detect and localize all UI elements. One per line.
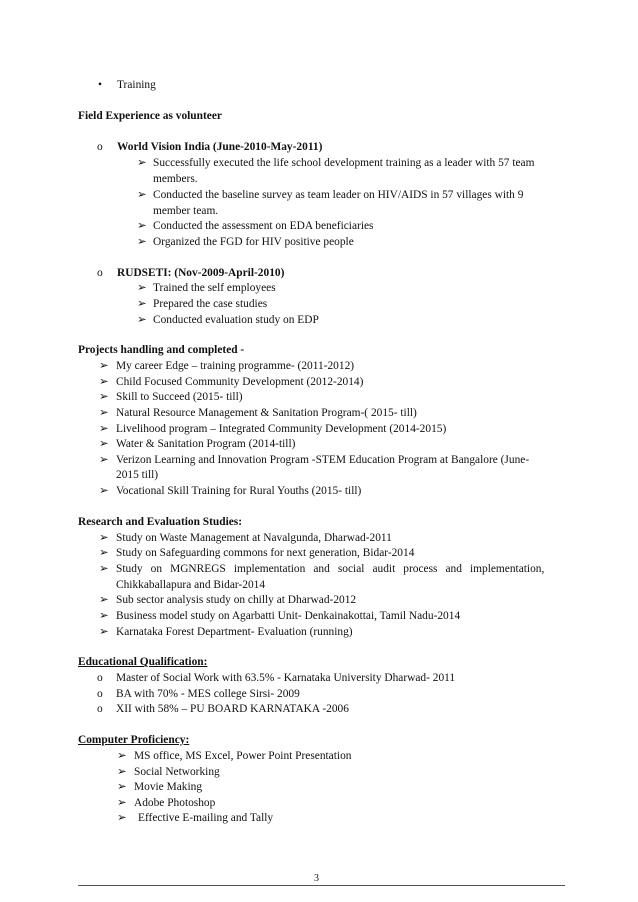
list-item-continuation: Chikkaballapura and Bidar-2014 — [116, 579, 266, 591]
arrow-bullet-icon: ➢ — [99, 360, 109, 372]
list-item: Prepared the case studies — [153, 298, 268, 310]
list-item: Adobe Photoshop — [134, 797, 216, 809]
list-item: Sub sector analysis study on chilly at Dharwad-2012 — [116, 594, 357, 606]
arrow-bullet-icon: ➢ — [137, 157, 147, 169]
arrow-bullet-icon: ➢ — [99, 563, 109, 575]
list-item: Trained the self employees — [153, 282, 276, 294]
list-item: Conducted the assessment on EDA beneficiaries — [153, 220, 374, 232]
list-item: Conducted evaluation study on EDP — [153, 314, 319, 326]
list-item: Water & Sanitation Program (2014-till) — [116, 438, 296, 450]
bullet-dot-icon: • — [98, 79, 102, 91]
list-item: Livelihood program – Integrated Community Development (2014-2015) — [116, 423, 447, 435]
list-item: BA with 70% - MES college Sirsi- 2009 — [116, 688, 300, 700]
arrow-bullet-icon: ➢ — [99, 376, 109, 388]
circle-bullet-icon: o — [97, 267, 103, 279]
arrow-bullet-icon: ➢ — [99, 626, 109, 638]
arrow-bullet-icon: ➢ — [137, 298, 147, 310]
list-item: Study on Waste Management at Navalgunda, Dharwad-2011 — [116, 532, 392, 544]
arrow-bullet-icon: ➢ — [99, 454, 109, 466]
arrow-bullet-icon: ➢ — [99, 391, 109, 403]
arrow-bullet-icon: ➢ — [117, 750, 127, 762]
list-item: MS office, MS Excel, Power Point Presentation — [134, 750, 352, 762]
arrow-bullet-icon: ➢ — [99, 547, 109, 559]
list-item: Skill to Succeed (2015- till) — [116, 391, 243, 403]
arrow-bullet-icon: ➢ — [99, 438, 109, 450]
list-item-continuation: 2015 till) — [116, 469, 159, 481]
arrow-bullet-icon: ➢ — [117, 812, 127, 824]
arrow-bullet-icon: ➢ — [99, 594, 109, 606]
arrow-bullet-icon: ➢ — [137, 282, 147, 294]
list-item: Vocational Skill Training for Rural Youths (2015- till) — [116, 485, 362, 497]
list-item-continuation: member team. — [153, 205, 219, 217]
circle-bullet-icon: o — [97, 703, 103, 715]
arrow-bullet-icon: ➢ — [99, 407, 109, 419]
arrow-bullet-icon: ➢ — [117, 766, 127, 778]
arrow-bullet-icon: ➢ — [99, 423, 109, 435]
list-item: Child Focused Community Development (2012-2014) — [116, 376, 364, 388]
section-heading-projects: Projects handling and completed - — [78, 344, 245, 356]
section-heading-research: Research and Evaluation Studies: — [78, 516, 243, 528]
arrow-bullet-icon: ➢ — [117, 781, 127, 793]
list-item-continuation: members. — [153, 173, 198, 185]
list-item: Study on Safeguarding commons for next generation, Bidar-2014 — [116, 547, 415, 559]
list-item: Verizon Learning and Innovation Program -STEM Education Program at Bangalore (June- — [116, 454, 530, 466]
list-item: Successfully executed the life school development training as a leader with 57 team — [153, 157, 535, 169]
arrow-bullet-icon: ➢ — [99, 532, 109, 544]
list-item: XII with 58% – PU BOARD KARNATAKA -2006 — [116, 703, 349, 715]
arrow-bullet-icon: ➢ — [99, 610, 109, 622]
section-heading-education: Educational Qualification: — [78, 656, 208, 668]
list-item: Organized the FGD for HIV positive people — [153, 236, 354, 248]
list-item: Business model study on Agarbatti Unit- Denkainakottai, Tamil Nadu-2014 — [116, 610, 461, 622]
list-item: Karnataka Forest Department- Evaluation (running) — [116, 626, 353, 638]
list-item: Conducted the baseline survey as team leader on HIV/AIDS in 57 villages with 9 — [153, 189, 524, 201]
list-item: Study on MGNREGS implementation and social audit process and implementation, — [116, 563, 545, 575]
list-item: Master of Social Work with 63.5% - Karnataka University Dharwad- 2011 — [116, 672, 456, 684]
org-rudseti-title: RUDSETI: (Nov-2009-April-2010) — [117, 267, 285, 279]
list-item: Social Networking — [134, 766, 220, 778]
section-heading-computer: Computer Proficiency: — [78, 734, 190, 746]
circle-bullet-icon: o — [97, 688, 103, 700]
list-item: My career Edge – training programme- (2011-2012) — [116, 360, 355, 372]
training-item: Training — [117, 79, 156, 91]
arrow-bullet-icon: ➢ — [99, 485, 109, 497]
arrow-bullet-icon: ➢ — [137, 314, 147, 326]
circle-bullet-icon: o — [97, 672, 103, 684]
arrow-bullet-icon: ➢ — [137, 189, 147, 201]
arrow-bullet-icon: ➢ — [117, 797, 127, 809]
list-item: Natural Resource Management & Sanitation Program-( 2015- till) — [116, 407, 417, 419]
list-item: Effective E-mailing and Tally — [138, 812, 274, 824]
footer-divider — [78, 885, 565, 886]
list-item: Movie Making — [134, 781, 203, 793]
page-number: 3 — [314, 873, 319, 884]
arrow-bullet-icon: ➢ — [137, 236, 147, 248]
arrow-bullet-icon: ➢ — [137, 220, 147, 232]
circle-bullet-icon: o — [97, 141, 103, 153]
section-heading-field-experience: Field Experience as volunteer — [78, 110, 222, 122]
org-world-vision-title: World Vision India (June-2010-May-2011) — [117, 141, 323, 153]
